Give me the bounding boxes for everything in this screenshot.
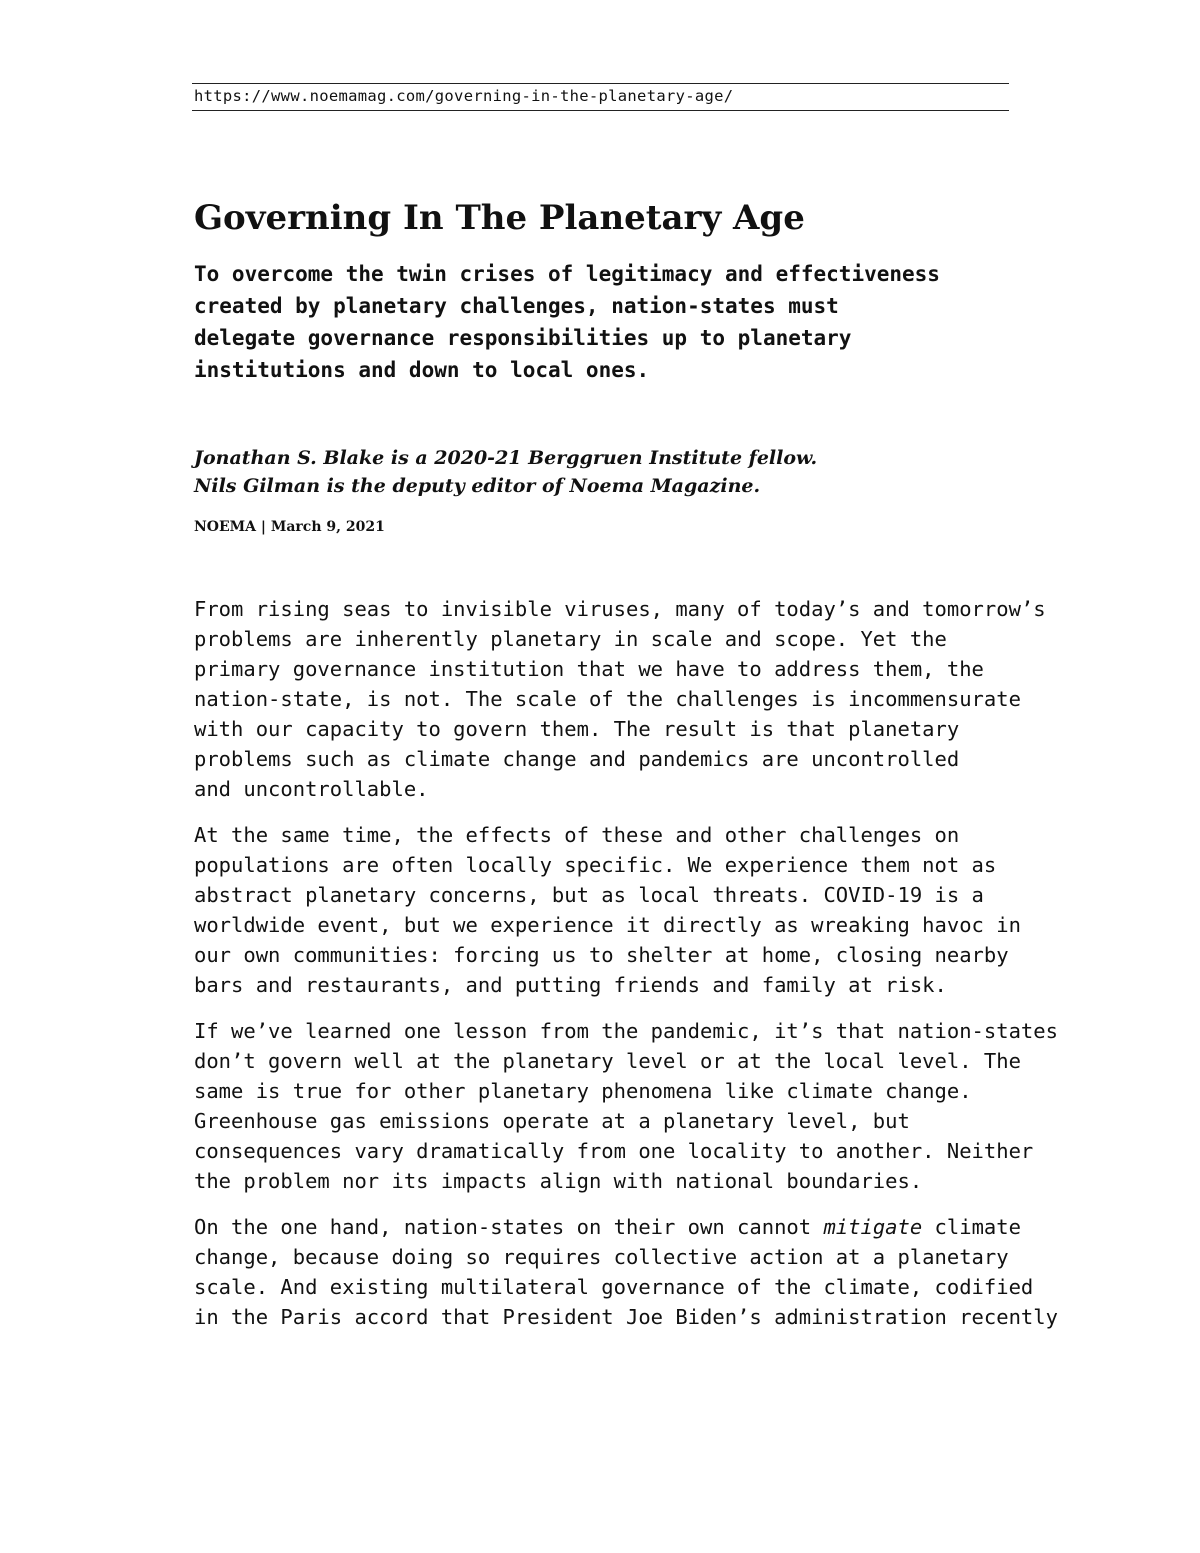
paragraph-line: problems such as climate change and pandemics are uncontrolled <box>194 747 960 771</box>
paragraph <box>194 820 1024 1000</box>
paragraph-line: primary governance institution that we have to address them, the <box>194 657 984 681</box>
paragraph-line: and uncontrollable. <box>194 777 429 801</box>
paragraph-line: don’t govern well at the planetary level or at the local level. The <box>194 1049 1021 1073</box>
paragraph-line: worldwide event, but we experience it directly as wreaking havoc in <box>194 913 1021 937</box>
subtitle-line: institutions and down to local ones. <box>194 358 650 382</box>
publication-byline: NOEMA | March 9, 2021 <box>194 519 385 535</box>
paragraph-line: bars and restaurants, and putting friends and family at risk. <box>194 973 947 997</box>
line-text: On the one hand, nation-states on their own cannot <box>194 1215 824 1239</box>
paragraph-line: At the same time, the effects of these and other challenges on <box>194 823 960 847</box>
emphasis-text: mitigate <box>823 1215 923 1239</box>
paragraph-line: scale. And existing multilateral governance of the climate, codified <box>194 1275 1034 1299</box>
paragraph-line: abstract planetary concerns, but as local threats. COVID-19 is a <box>194 883 984 907</box>
article-title: Governing In The Planetary Age <box>194 198 805 238</box>
paragraph-line: our own communities: forcing us to shelter at home, closing nearby <box>194 943 1009 967</box>
paragraph-line: If we’ve learned one lesson from the pandemic, it’s that nation-states <box>194 1019 1058 1043</box>
subtitle-line: delegate governance responsibilities up to planetary <box>194 326 852 350</box>
paragraph-line: Greenhouse gas emissions operate at a planetary level, but <box>194 1109 910 1133</box>
author-credit: Nils Gilman is the deputy editor of Noema Magazine. <box>194 475 761 497</box>
subtitle-line: To overcome the twin crises of legitimacy and effectiveness <box>194 262 940 286</box>
article-body <box>194 594 1058 1348</box>
paragraph-line <box>194 1212 1024 1242</box>
paragraph-line: nation-state, is not. The scale of the challenges is incommensurate <box>194 687 1021 711</box>
paragraph-line: From rising seas to invisible viruses, many of today’s and tomorrow’s <box>194 597 1046 621</box>
paragraph-line: in the Paris accord that President Joe Biden’s administration recently <box>194 1305 1058 1329</box>
source-url[interactable]: https://www.noemamag.com/governing-in-the-planetary-age/ <box>194 87 734 105</box>
article-subtitle <box>194 258 1014 386</box>
paragraph <box>194 1016 1058 1196</box>
paragraph-line: with our capacity to govern them. The result is that planetary <box>194 717 960 741</box>
paragraph <box>194 1212 1058 1332</box>
paragraph <box>194 594 1046 804</box>
author-credit: Jonathan S. Blake is a 2020-21 Berggruen Institute fellow. <box>194 447 818 469</box>
subtitle-line: created by planetary challenges, nation-states must <box>194 294 839 318</box>
author-credits <box>194 444 817 500</box>
paragraph-line: consequences vary dramatically from one locality to another. Neither <box>194 1139 1034 1163</box>
line-text: climate <box>922 1215 1021 1239</box>
paragraph-line: same is true for other planetary phenomena like climate change. <box>194 1079 972 1103</box>
source-url-bar <box>192 83 1009 111</box>
paragraph-line: problems are inherently planetary in scale and scope. Yet the <box>194 627 947 651</box>
paragraph-line: populations are often locally specific. We experience them not as <box>194 853 997 877</box>
paragraph-line: the problem nor its impacts align with national boundaries. <box>194 1169 923 1193</box>
paragraph-line: change, because doing so requires collective action at a planetary <box>194 1245 1009 1269</box>
